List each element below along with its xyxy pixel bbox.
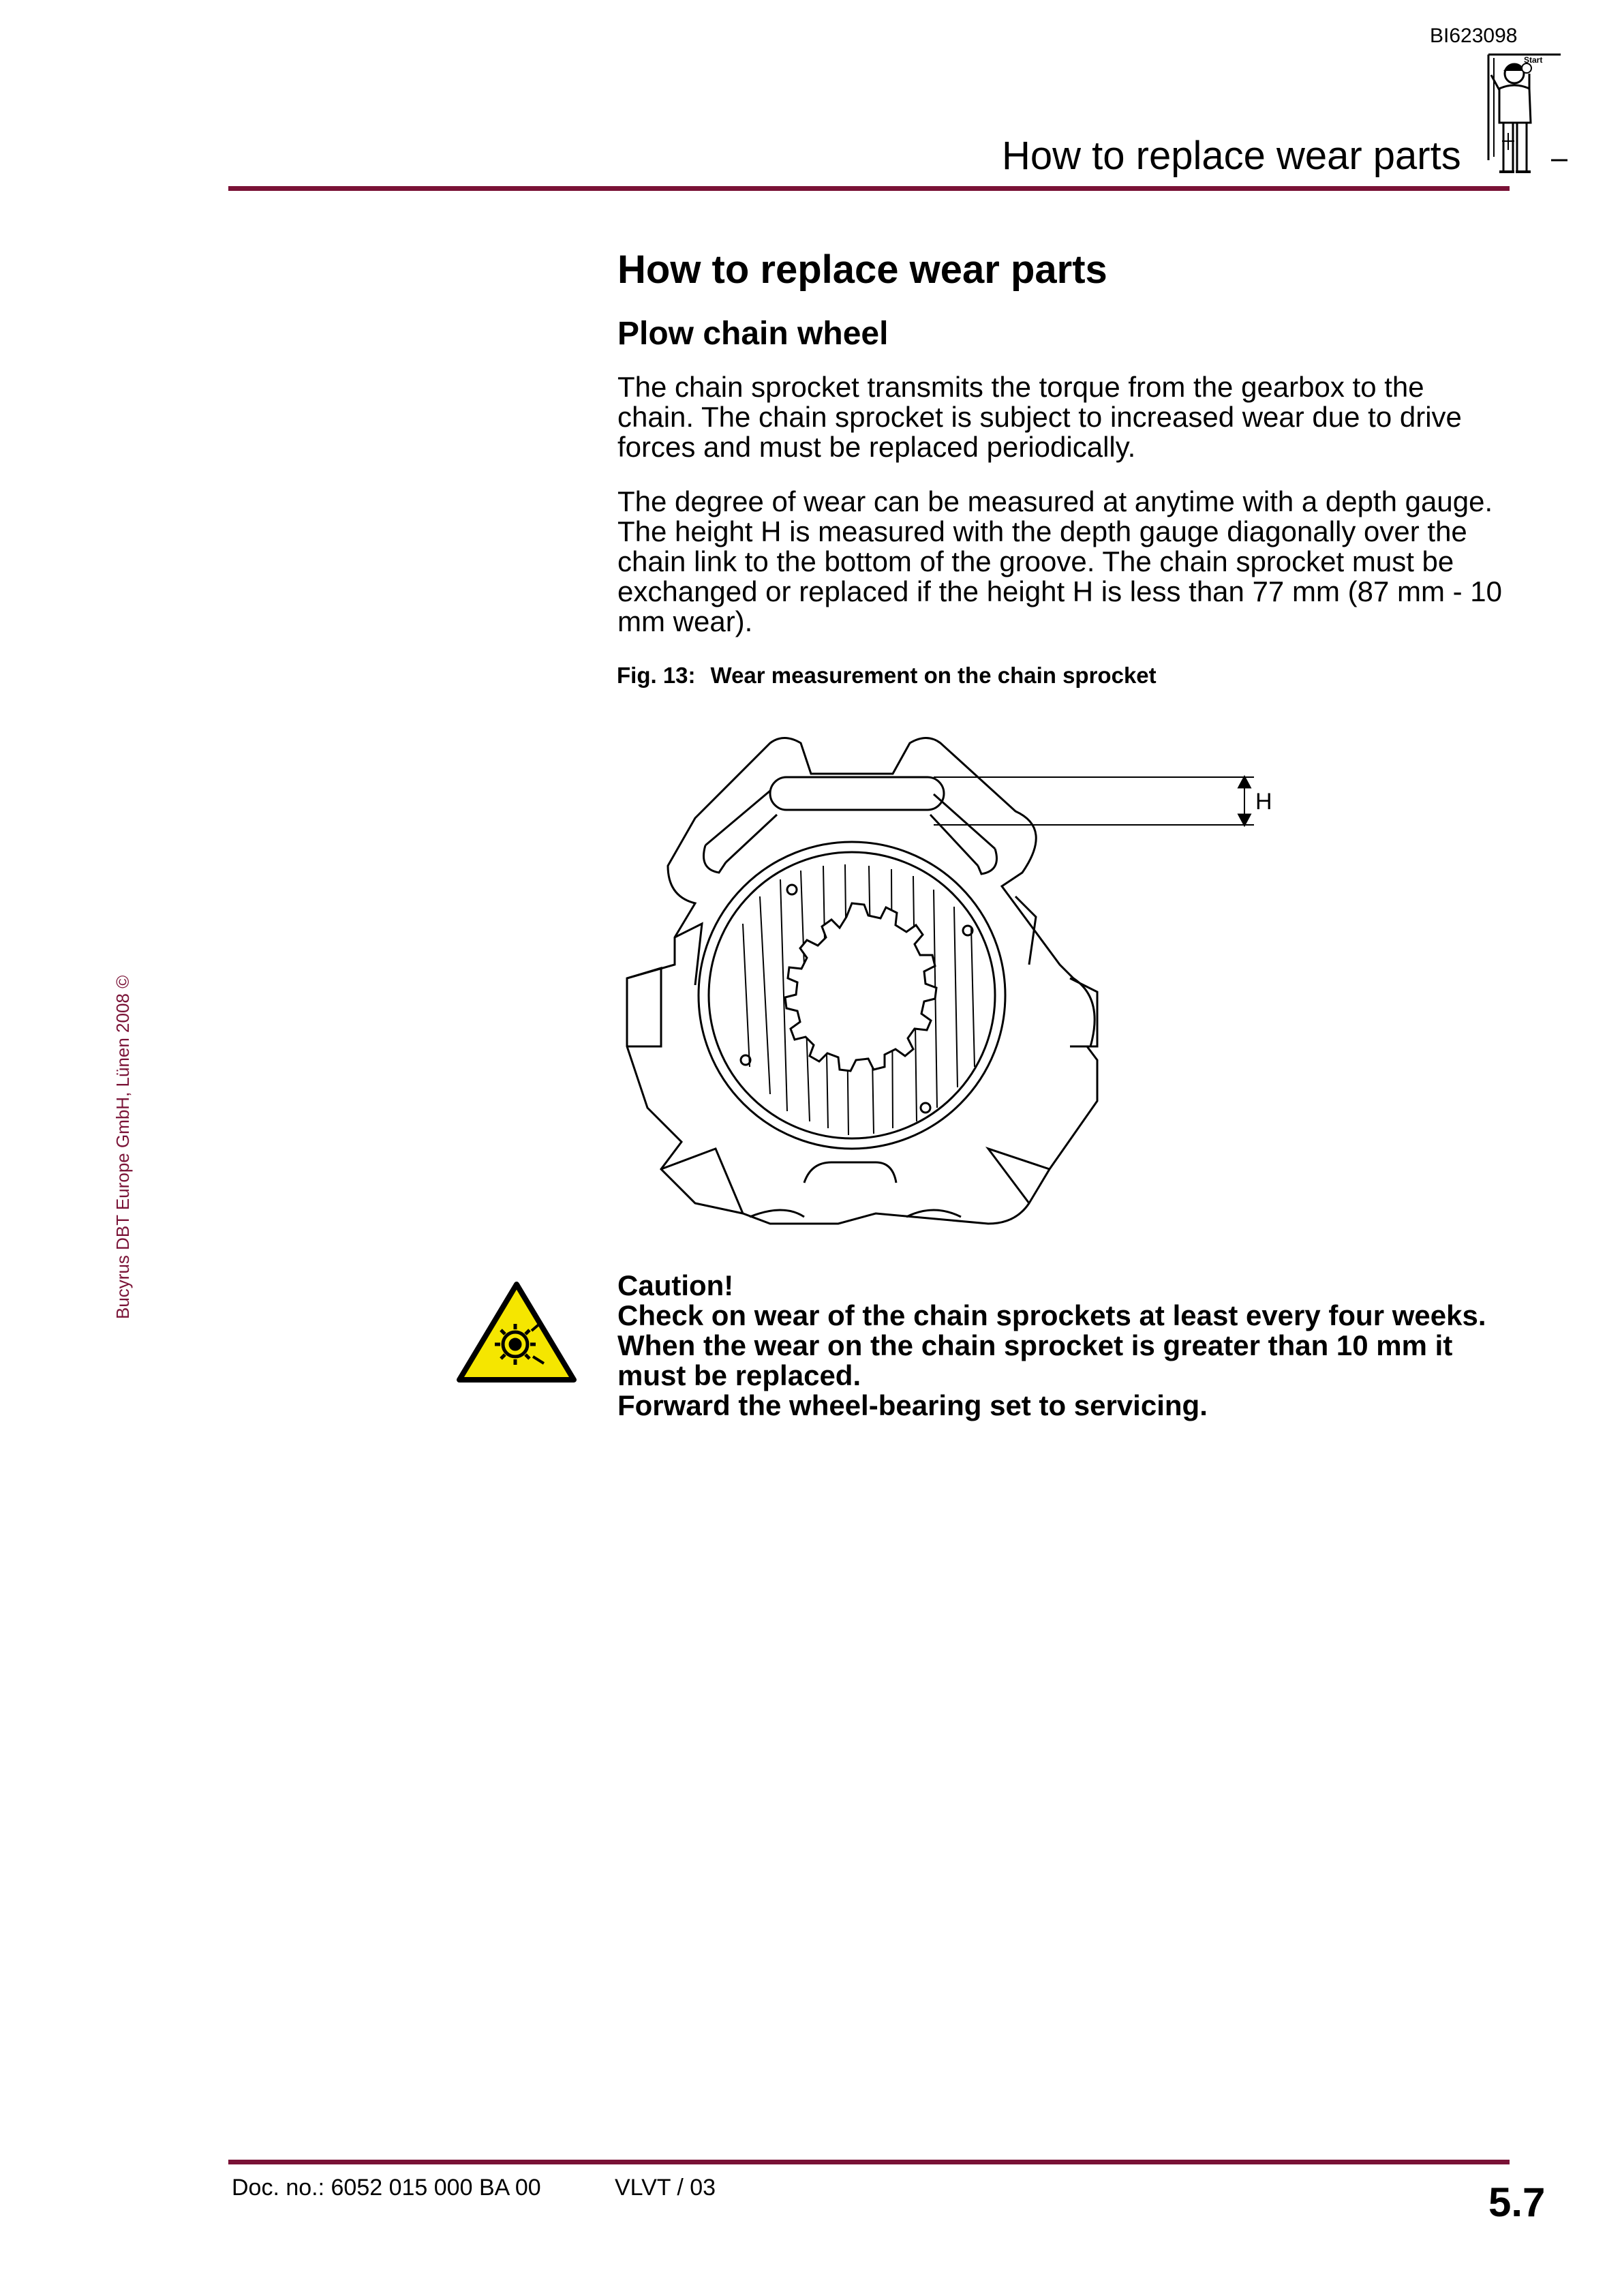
figure-number: Fig. 13: <box>617 663 696 688</box>
caution-line-1: Check on wear of the chain sprockets at least every four weeks. <box>617 1299 1486 1331</box>
caution-line-2: When the wear on the chain sprocket is greater than 10 mm it must be replaced. <box>617 1329 1453 1391</box>
dimension-line-top <box>934 777 1254 825</box>
header-title: How to replace wear parts <box>1002 134 1461 178</box>
section-title: Plow chain wheel <box>617 316 889 352</box>
chain-link <box>770 777 944 810</box>
caution-heading: Caution! <box>617 1269 734 1301</box>
start-worker-icon <box>1479 48 1567 184</box>
warning-gear-icon <box>457 1282 577 1383</box>
page-title: How to replace wear parts <box>617 247 1107 292</box>
page-number: 5.7 <box>1488 2179 1546 2225</box>
document-number: Doc. no.: 6052 015 000 BA 00 <box>232 2175 541 2201</box>
svg-text:Start: Start <box>1524 55 1543 65</box>
figure-caption-text: Wear measurement on the chain sprocket <box>710 663 1157 688</box>
footer-rule <box>228 2160 1510 2164</box>
measurement-paragraph: The degree of wear can be measured at anytime with a depth gauge. The height H is measured with the depth gauge diagonally over the chain link to the bottom of the groove. The chain sprocket must be exchanged or replaced if the height H is less than 77 mm (87 mm - 10 mm wear). <box>617 485 1502 637</box>
copyright-notice: Bucyrus DBT Europe GmbH, Lünen 2008 © <box>112 975 133 1319</box>
document-id: BI623098 <box>1430 25 1518 47</box>
figure-caption <box>617 663 1157 689</box>
header-rule <box>228 186 1510 191</box>
caution-line-3: Forward the wheel-bearing set to servicing. <box>617 1389 1208 1421</box>
chain-sprocket-drawing <box>607 726 1295 1244</box>
caution-block <box>617 1271 1503 1421</box>
splined-bore <box>785 903 936 1071</box>
dimension-label: H <box>1255 789 1272 815</box>
intro-paragraph: The chain sprocket transmits the torque from the gearbox to the chain. The chain sprocket is subject to increased wear due to drive forces and must be replaced periodically. <box>617 371 1462 463</box>
document-version: VLVT / 03 <box>615 2175 716 2201</box>
